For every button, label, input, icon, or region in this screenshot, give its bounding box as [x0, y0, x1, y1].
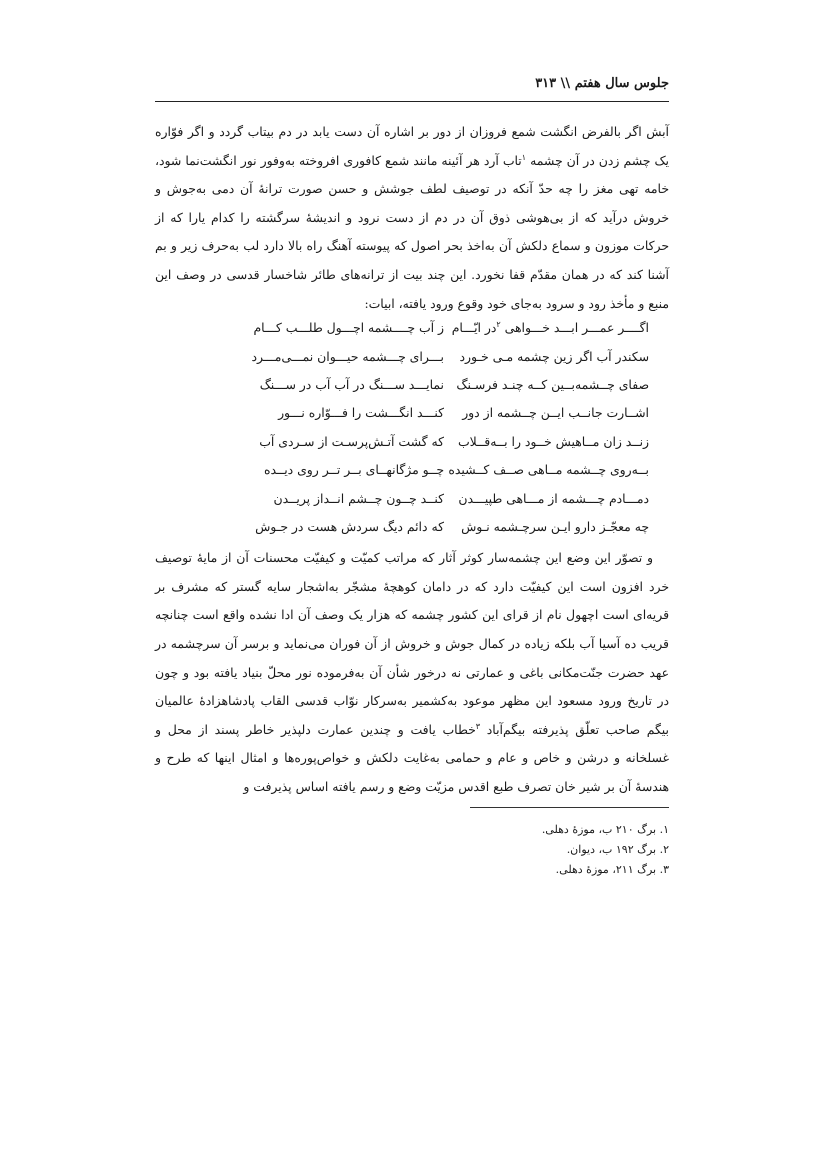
footnote-marker-2[interactable]: ۲	[496, 320, 501, 330]
main-text	[155, 118, 669, 802]
hemistich-second: که گشت آتـش‌پرسـت از سـردی آب	[259, 433, 444, 449]
couplet	[155, 485, 669, 513]
hemistich-first: چه معجّـز دارو ایـن سرچـشمه نـوش	[461, 518, 649, 534]
couplet	[155, 456, 669, 484]
hemistich-first: زنــد زان مــاهیش خــود را بــه‌قــلاب	[457, 433, 649, 449]
hemistich-first: دمـــادم چـــشمه از مـــاهی طپیـــدن	[458, 490, 649, 506]
hemistich-second: که دائم دیگ سردش هست در جـوش	[255, 518, 444, 534]
hemistich-first: اگــــر عمـــر ابـــد خـــواهی $^۲$در ایّـــام	[451, 320, 649, 336]
hemistich-first: سکندر آب اگر زین چشمه مـی خـورد	[459, 348, 649, 364]
hemistich-second: بـــرای چـــشمه حیـــوان نمـــی‌مـــرد	[251, 348, 444, 364]
hemistich-second: کنــد چــون چــشم انــداز پریــدن	[273, 490, 444, 506]
running-title: جلوس سال هفتم \\ ۳۱۳	[535, 76, 669, 91]
header-rule	[155, 101, 669, 102]
verses-block	[155, 314, 669, 541]
hemistich-second: کنـــد انگـــشت را فـــوّاره نـــور	[278, 405, 444, 421]
footnotes	[455, 820, 669, 880]
couplet	[155, 343, 669, 371]
couplet	[155, 371, 669, 399]
hemistich-second: ز آب چــــشمه اچـــول طلـــب کـــام	[253, 320, 444, 336]
hemistich-second: نمایـــد ســـنگ در آب آب در ســـنگ	[259, 376, 444, 392]
footnote-1: ۱. برگ ۲۱۰ ب، موزهٔ دهلی.	[541, 823, 669, 836]
couplet	[155, 513, 669, 541]
paragraph-1: آبش اگر بالفرض انگشت شمع فروزان از دور بر اشاره آن دست یابد در دم بیتاب گردد و اگر فوّاره یک چشم زدن در آن چشمه $^۱$تاب آرد هر آئینه مانند شمع کافوری افروخته به‌وفور نور انگشت‌نما شود، خامه تهی مغز را چه حدّ آنکه در توصیف لطف جوشش و حسن صورت ترانهٔ آن دمی به‌جوش و خروش درآید که از بی‌هوشی ذوق آن در دم از دست نرود و اندیشهٔ سرگشته را کدام یارا که از حرکات موزون و سماع دلکش آن به‌اخذ بحر اصول که پیوسته آهنگ راه بالا دارد لب به‌حرف زیر و بم آشنا کند که در همان مقدّم قفا نخورد. این چند بیت از ترانه‌های طائر شاخسار قدسی در وصف این منبع و مأخذ رود و سرود به‌جای خود وقوع ورود یافته، ابیات:	[155, 124, 669, 311]
couplet	[155, 314, 669, 342]
running-header	[155, 76, 669, 102]
hemistich-first: صفای چــشمه‌بــین کــه چنـد فرسـنگ	[456, 376, 649, 392]
paragraph-2: و تصوّر این وضع این چشمه‌سار کوثر آثار که مراتب کمیّت و کیفیّت محسنات آن از مایهٔ توصیف خرد افزون است این کیفیّت دارد که در دامان کوهچهٔ مشجّر به‌اشجار سایه گستر که مشرف بر قریه‌ای است اچهول نام از قرای این کشور چشمه که هزار یک وصف آن ادا نشده واقع است چنانچه قریب ده آسیا آب بلکه زیاده در کمال جوش و خروش از آن فوران می‌نماید و برسر آن سرچشمه در عهد حضرت جنّت‌مکانی باغی و عمارتی نه درخور شأن آن به‌فرموده نور محلّ بنیاد یافته بود و چون در تاریخ ورود مسعود این مظهر موعود به‌کشمیر به‌سرکار نوّاب قدسی القاب پادشاهزادهٔ عالمیان بیگم صاحب تعلّق پذیرفته بیگم‌آباد $^۳$خطاب یافت و چندین عمارت دلپذیر خاطر پسند از محل و غسلخانه و درشن و خاص و عام و حمامی به‌غایت دلکش و خواص‌پوره‌ها و امثال اینها که طرح و هندسهٔ آن بر شیر خان تصرف طبع اقدس مزیّت وضع و رسم یافته اساس پذیرفت و	[155, 550, 669, 795]
footnote-3: ۳. برگ ۲۱۱، موزهٔ دهلی.	[555, 863, 669, 876]
hemistich-first: اشــارت جانــب ایــن چــشمه از دور	[462, 405, 649, 421]
footnote-marker-1[interactable]: ۱	[521, 152, 527, 162]
couplet	[155, 428, 669, 456]
hemistich-second: چــو مژگانهــای بــر تــر روی دیــده	[263, 462, 444, 478]
hemistich-first: بــه‌روی چــشمه مــاهی صــف کــشیده	[448, 462, 649, 478]
footnote-marker-3[interactable]: ۳	[475, 721, 481, 731]
footnote-2: ۲. برگ ۱۹۲ ب، دیوان.	[566, 843, 669, 856]
footnote-rule	[470, 807, 669, 808]
couplet	[155, 399, 669, 427]
